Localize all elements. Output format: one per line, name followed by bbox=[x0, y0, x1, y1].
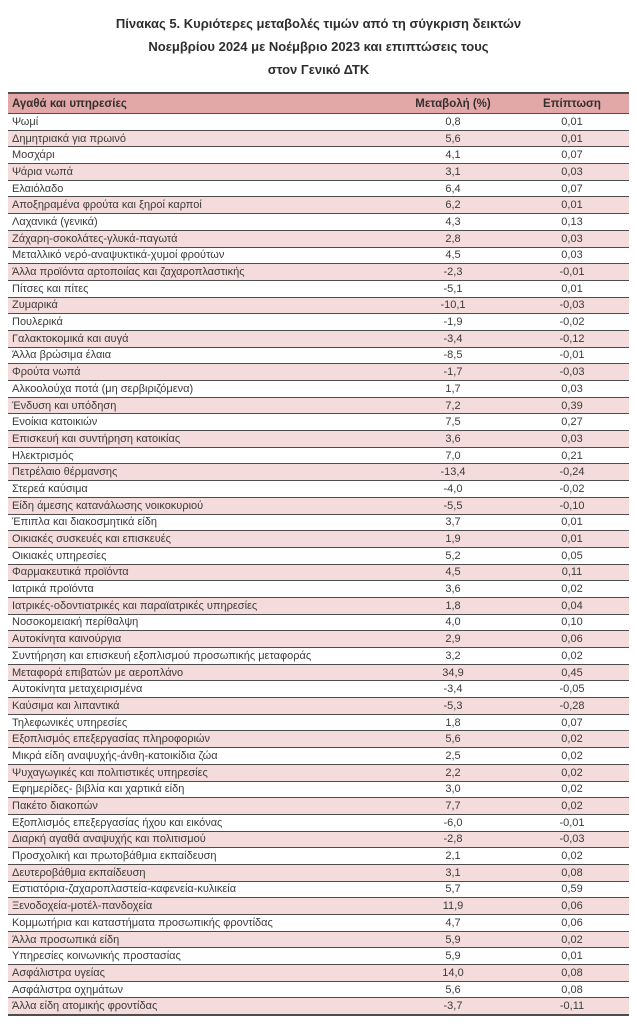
table-row bbox=[8, 931, 629, 948]
table-row bbox=[8, 681, 629, 698]
row-label: Ιατρικές-οδοντιατρικές και παραϊατρικές υπηρεσίες bbox=[8, 597, 391, 614]
table-row bbox=[8, 898, 629, 915]
row-change-value: -10,1 bbox=[391, 297, 515, 314]
row-impact-value: 0,45 bbox=[515, 664, 629, 681]
table-row bbox=[8, 547, 629, 564]
title-line-3: στον Γενικό ΔΤΚ bbox=[267, 62, 370, 77]
row-change-value: 4,3 bbox=[391, 214, 515, 231]
row-change-value: -8,5 bbox=[391, 347, 515, 364]
row-label: Ψυχαγωγικές και πολιτιστικές υπηρεσίες bbox=[8, 764, 391, 781]
row-impact-value: 0,08 bbox=[515, 965, 629, 982]
row-label: Δευτεροβάθμια εκπαίδευση bbox=[8, 864, 391, 881]
row-change-value: 5,6 bbox=[391, 731, 515, 748]
table-row bbox=[8, 314, 629, 331]
row-impact-value: -0,02 bbox=[515, 481, 629, 498]
row-change-value: 3,7 bbox=[391, 514, 515, 531]
table-row bbox=[8, 414, 629, 431]
row-label: Άλλα προσωπικά είδη bbox=[8, 931, 391, 948]
table-row bbox=[8, 831, 629, 848]
row-change-value: 4,0 bbox=[391, 614, 515, 631]
row-label: Φαρμακευτικά προϊόντα bbox=[8, 564, 391, 581]
row-impact-value: 0,01 bbox=[515, 531, 629, 548]
row-label: Πακέτο διακοπών bbox=[8, 798, 391, 815]
row-change-value: -2,8 bbox=[391, 831, 515, 848]
row-change-value: 14,0 bbox=[391, 965, 515, 982]
row-impact-value: -0,01 bbox=[515, 264, 629, 281]
row-change-value: 3,1 bbox=[391, 864, 515, 881]
row-change-value: 5,2 bbox=[391, 547, 515, 564]
row-impact-value: 0,02 bbox=[515, 581, 629, 598]
row-change-value: 3,1 bbox=[391, 164, 515, 181]
row-label: Αλκοολούχα ποτά (μη σερβιριζόμενα) bbox=[8, 381, 391, 398]
row-impact-value: 0,07 bbox=[515, 714, 629, 731]
table-row bbox=[8, 848, 629, 865]
table-row bbox=[8, 464, 629, 481]
table-row bbox=[8, 881, 629, 898]
row-label: Ηλεκτρισμός bbox=[8, 447, 391, 464]
row-impact-value: 0,01 bbox=[515, 130, 629, 147]
row-impact-value: 0,11 bbox=[515, 564, 629, 581]
row-label: Γαλακτοκομικά και αυγά bbox=[8, 330, 391, 347]
row-impact-value: -0,03 bbox=[515, 297, 629, 314]
table-row bbox=[8, 481, 629, 498]
row-change-value: 3,2 bbox=[391, 648, 515, 665]
row-label: Άλλα είδη ατομικής φροντίδας bbox=[8, 998, 391, 1015]
table-row bbox=[8, 698, 629, 715]
row-impact-value: 0,07 bbox=[515, 147, 629, 164]
column-header-change: Μεταβολή (%) bbox=[391, 93, 515, 114]
row-impact-value: 0,02 bbox=[515, 848, 629, 865]
row-label: Αυτοκίνητα καινούργια bbox=[8, 631, 391, 648]
table-row bbox=[8, 631, 629, 648]
row-impact-value: -0,11 bbox=[515, 998, 629, 1015]
table-row bbox=[8, 114, 629, 131]
row-impact-value: 0,39 bbox=[515, 397, 629, 414]
row-impact-value: 0,02 bbox=[515, 648, 629, 665]
table-row bbox=[8, 614, 629, 631]
row-change-value: 7,2 bbox=[391, 397, 515, 414]
row-impact-value: 0,13 bbox=[515, 214, 629, 231]
row-impact-value: 0,03 bbox=[515, 431, 629, 448]
row-impact-value: 0,01 bbox=[515, 197, 629, 214]
row-change-value: 4,5 bbox=[391, 247, 515, 264]
row-change-value: -6,0 bbox=[391, 814, 515, 831]
price-changes-table bbox=[8, 92, 629, 1016]
row-impact-value: 0,06 bbox=[515, 631, 629, 648]
row-label: Πουλερικά bbox=[8, 314, 391, 331]
row-label: Εξοπλισμός επεξεργασίας πληροφοριών bbox=[8, 731, 391, 748]
row-impact-value: 0,03 bbox=[515, 381, 629, 398]
table-row bbox=[8, 998, 629, 1015]
table-row bbox=[8, 130, 629, 147]
row-impact-value: 0,06 bbox=[515, 915, 629, 932]
table-row bbox=[8, 798, 629, 815]
row-change-value: 1,9 bbox=[391, 531, 515, 548]
table-row bbox=[8, 648, 629, 665]
table-row bbox=[8, 431, 629, 448]
table-row bbox=[8, 197, 629, 214]
row-impact-value: 0,05 bbox=[515, 547, 629, 564]
table-row bbox=[8, 531, 629, 548]
row-label: Ελαιόλαδο bbox=[8, 180, 391, 197]
row-label: Λαχανικά (γενικά) bbox=[8, 214, 391, 231]
row-label: Εστιατόρια-ζαχαροπλαστεία-καφενεία-κυλικεία bbox=[8, 881, 391, 898]
row-change-value: -3,4 bbox=[391, 681, 515, 698]
row-change-value: 3,6 bbox=[391, 431, 515, 448]
table-row bbox=[8, 714, 629, 731]
row-impact-value: 0,01 bbox=[515, 114, 629, 131]
row-label: Ζυμαρικά bbox=[8, 297, 391, 314]
row-impact-value: 0,03 bbox=[515, 230, 629, 247]
row-impact-value: -0,01 bbox=[515, 814, 629, 831]
row-impact-value: 0,21 bbox=[515, 447, 629, 464]
row-impact-value: 0,03 bbox=[515, 164, 629, 181]
table-row bbox=[8, 731, 629, 748]
row-label: Πίτσες και πίτες bbox=[8, 280, 391, 297]
row-change-value: -5,3 bbox=[391, 698, 515, 715]
row-label: Ψάρια νωπά bbox=[8, 164, 391, 181]
row-label: Είδη άμεσης κατανάλωσης νοικοκυριού bbox=[8, 497, 391, 514]
row-change-value: 1,8 bbox=[391, 597, 515, 614]
row-change-value: 5,9 bbox=[391, 948, 515, 965]
table-row bbox=[8, 864, 629, 881]
row-label: Ψωμί bbox=[8, 114, 391, 131]
row-impact-value: 0,07 bbox=[515, 180, 629, 197]
row-label: Ασφάλιστρα οχημάτων bbox=[8, 981, 391, 998]
row-label: Ξενοδοχεία-μοτέλ-πανδοχεία bbox=[8, 898, 391, 915]
row-impact-value: 0,02 bbox=[515, 748, 629, 765]
row-change-value: 1,7 bbox=[391, 381, 515, 398]
row-label: Τηλεφωνικές υπηρεσίες bbox=[8, 714, 391, 731]
row-change-value: 2,5 bbox=[391, 748, 515, 765]
table-row bbox=[8, 948, 629, 965]
row-impact-value: -0,05 bbox=[515, 681, 629, 698]
table-row bbox=[8, 564, 629, 581]
table-row bbox=[8, 664, 629, 681]
row-label: Επισκευή και συντήρηση κατοικίας bbox=[8, 431, 391, 448]
row-change-value: -5,1 bbox=[391, 280, 515, 297]
table-row bbox=[8, 347, 629, 364]
row-label: Ασφάλιστρα υγείας bbox=[8, 965, 391, 982]
row-label: Μεταλλικό νερό-αναψυκτικά-χυμοί φρούτων bbox=[8, 247, 391, 264]
row-change-value: 5,6 bbox=[391, 981, 515, 998]
row-impact-value: -0,03 bbox=[515, 364, 629, 381]
table-row bbox=[8, 397, 629, 414]
table-row bbox=[8, 915, 629, 932]
table-row bbox=[8, 147, 629, 164]
table-header bbox=[8, 93, 629, 114]
row-change-value: -13,4 bbox=[391, 464, 515, 481]
row-impact-value: 0,01 bbox=[515, 280, 629, 297]
row-change-value: 34,9 bbox=[391, 664, 515, 681]
row-change-value: 1,8 bbox=[391, 714, 515, 731]
row-label: Κομμωτήρια και καταστήματα προσωπικής φροντίδας bbox=[8, 915, 391, 932]
table-row bbox=[8, 781, 629, 798]
row-label: Ζάχαρη-σοκολάτες-γλυκά-παγωτά bbox=[8, 230, 391, 247]
row-impact-value: 0,06 bbox=[515, 898, 629, 915]
row-impact-value: -0,10 bbox=[515, 497, 629, 514]
row-label: Φρούτα νωπά bbox=[8, 364, 391, 381]
row-label: Άλλα προϊόντα αρτοποιίας και ζαχαροπλαστικής bbox=[8, 264, 391, 281]
table-row bbox=[8, 180, 629, 197]
row-label: Υπηρεσίες κοινωνικής προστασίας bbox=[8, 948, 391, 965]
table-row bbox=[8, 164, 629, 181]
table-row bbox=[8, 764, 629, 781]
row-label: Μεταφορά επιβατών με αεροπλάνο bbox=[8, 664, 391, 681]
table-row bbox=[8, 264, 629, 281]
row-label: Δημητριακά για πρωινό bbox=[8, 130, 391, 147]
row-impact-value: -0,12 bbox=[515, 330, 629, 347]
row-impact-value: 0,01 bbox=[515, 514, 629, 531]
row-impact-value: 0,59 bbox=[515, 881, 629, 898]
table-row bbox=[8, 981, 629, 998]
row-impact-value: 0,02 bbox=[515, 931, 629, 948]
row-change-value: 2,2 bbox=[391, 764, 515, 781]
row-impact-value: -0,01 bbox=[515, 347, 629, 364]
table-row bbox=[8, 214, 629, 231]
table-row bbox=[8, 965, 629, 982]
table-row bbox=[8, 230, 629, 247]
row-impact-value: 0,10 bbox=[515, 614, 629, 631]
row-change-value: -2,3 bbox=[391, 264, 515, 281]
row-label: Καύσιμα και λιπαντικά bbox=[8, 698, 391, 715]
row-impact-value: 0,04 bbox=[515, 597, 629, 614]
row-label: Αποξηραμένα φρούτα και ξηροί καρποί bbox=[8, 197, 391, 214]
row-label: Μικρά είδη αναψυχής-άνθη-κατοικίδια ζώα bbox=[8, 748, 391, 765]
row-change-value: -1,7 bbox=[391, 364, 515, 381]
column-header-goods: Αγαθά και υπηρεσίες bbox=[8, 93, 391, 114]
row-impact-value: 0,08 bbox=[515, 864, 629, 881]
row-label: Προσχολική και πρωτοβάθμια εκπαίδευση bbox=[8, 848, 391, 865]
row-impact-value: 0,02 bbox=[515, 781, 629, 798]
row-label: Οικιακές υπηρεσίες bbox=[8, 547, 391, 564]
row-label: Στερεά καύσιμα bbox=[8, 481, 391, 498]
row-change-value: 0,8 bbox=[391, 114, 515, 131]
row-impact-value: -0,28 bbox=[515, 698, 629, 715]
row-change-value: -3,7 bbox=[391, 998, 515, 1015]
table-row bbox=[8, 297, 629, 314]
table-row bbox=[8, 514, 629, 531]
row-change-value: 7,7 bbox=[391, 798, 515, 815]
row-change-value: -1,9 bbox=[391, 314, 515, 331]
row-change-value: 4,7 bbox=[391, 915, 515, 932]
table-row bbox=[8, 381, 629, 398]
table-row bbox=[8, 280, 629, 297]
row-change-value: 2,1 bbox=[391, 848, 515, 865]
page-title bbox=[0, 0, 637, 81]
table-row bbox=[8, 497, 629, 514]
title-line-2: Νοεμβρίου 2024 με Νοέμβριο 2023 και επιπτώσεις τους bbox=[148, 39, 489, 54]
row-change-value: 2,9 bbox=[391, 631, 515, 648]
row-label: Οικιακές συσκευές και επισκευές bbox=[8, 531, 391, 548]
row-change-value: 5,7 bbox=[391, 881, 515, 898]
row-label: Μοσχάρι bbox=[8, 147, 391, 164]
row-label: Αυτοκίνητα μεταχειρισμένα bbox=[8, 681, 391, 698]
row-change-value: 5,6 bbox=[391, 130, 515, 147]
table-row bbox=[8, 447, 629, 464]
row-impact-value: 0,01 bbox=[515, 948, 629, 965]
row-label: Πετρέλαιο θέρμανσης bbox=[8, 464, 391, 481]
row-label: Εξοπλισμός επεξεργασίας ήχου και εικόνας bbox=[8, 814, 391, 831]
table-row bbox=[8, 597, 629, 614]
row-label: Άλλα βρώσιμα έλαια bbox=[8, 347, 391, 364]
row-impact-value: -0,02 bbox=[515, 314, 629, 331]
table-header-row bbox=[8, 93, 629, 114]
row-impact-value: 0,08 bbox=[515, 981, 629, 998]
row-impact-value: 0,27 bbox=[515, 414, 629, 431]
row-change-value: 6,4 bbox=[391, 180, 515, 197]
row-change-value: 4,5 bbox=[391, 564, 515, 581]
table-row bbox=[8, 814, 629, 831]
row-label: Διαρκή αγαθά αναψυχής και πολιτισμού bbox=[8, 831, 391, 848]
row-change-value: 3,6 bbox=[391, 581, 515, 598]
title-line-1: Πίνακας 5. Κυριότερες μεταβολές τιμών από τη σύγκριση δεικτών bbox=[115, 16, 522, 31]
row-label: Συντήρηση και επισκευή εξοπλισμού προσωπικής μεταφοράς bbox=[8, 648, 391, 665]
row-change-value: -3,4 bbox=[391, 330, 515, 347]
row-change-value: 4,1 bbox=[391, 147, 515, 164]
row-change-value: 7,5 bbox=[391, 414, 515, 431]
row-label: Ένδυση και υπόδηση bbox=[8, 397, 391, 414]
table-row bbox=[8, 330, 629, 347]
table-body bbox=[8, 114, 629, 1016]
row-impact-value: 0,02 bbox=[515, 764, 629, 781]
row-label: Έπιπλα και διακοσμητικά είδη bbox=[8, 514, 391, 531]
row-impact-value: 0,02 bbox=[515, 798, 629, 815]
table-row bbox=[8, 748, 629, 765]
row-label: Ιατρικά προϊόντα bbox=[8, 581, 391, 598]
row-change-value: -5,5 bbox=[391, 497, 515, 514]
row-label: Εφημερίδες- βιβλία και χαρτικά είδη bbox=[8, 781, 391, 798]
row-change-value: 6,2 bbox=[391, 197, 515, 214]
row-impact-value: -0,24 bbox=[515, 464, 629, 481]
table-row bbox=[8, 247, 629, 264]
row-change-value: 3,0 bbox=[391, 781, 515, 798]
table-row bbox=[8, 364, 629, 381]
row-change-value: -4,0 bbox=[391, 481, 515, 498]
row-label: Νοσοκομειακή περίθαλψη bbox=[8, 614, 391, 631]
column-header-impact: Επίπτωση bbox=[515, 93, 629, 114]
row-impact-value: -0,03 bbox=[515, 831, 629, 848]
row-change-value: 5,9 bbox=[391, 931, 515, 948]
row-impact-value: 0,03 bbox=[515, 247, 629, 264]
row-change-value: 11,9 bbox=[391, 898, 515, 915]
row-label: Ενοίκια κατοικιών bbox=[8, 414, 391, 431]
row-impact-value: 0,02 bbox=[515, 731, 629, 748]
table-row bbox=[8, 581, 629, 598]
row-change-value: 2,8 bbox=[391, 230, 515, 247]
row-change-value: 7,0 bbox=[391, 447, 515, 464]
